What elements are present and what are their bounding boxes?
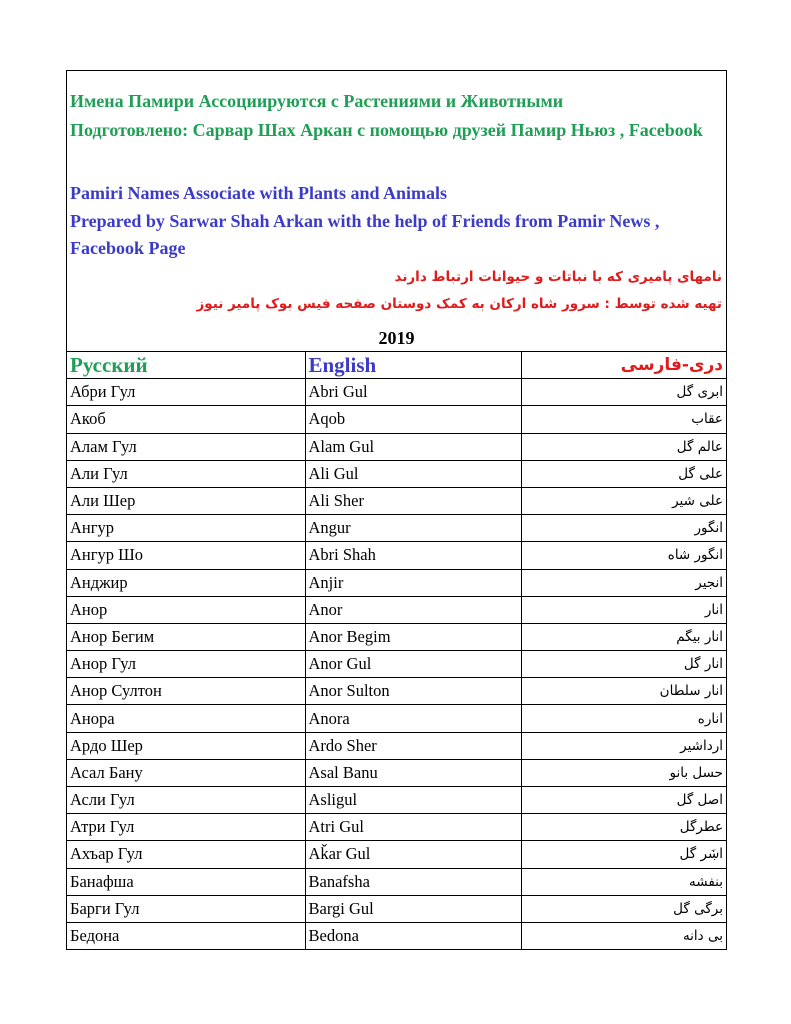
cell-persian: عالم گل — [521, 433, 726, 460]
cell-english: Anor — [305, 596, 521, 623]
cell-persian: برگی گل — [521, 895, 726, 922]
column-header-persian: دری-فارسی — [521, 352, 726, 379]
cell-english: Aǩar Gul — [305, 841, 521, 868]
table-row — [67, 651, 726, 678]
russian-credits: Подготовлено: Сарвар Шах Аркан с помощью друзей Памир Ньюз , Facebook — [70, 120, 703, 140]
cell-english: Asal Banu — [305, 759, 521, 786]
table-row — [67, 460, 726, 487]
names-table — [67, 352, 726, 949]
cell-persian: انار سلطان — [521, 678, 726, 705]
table-row — [67, 895, 726, 922]
cell-russian: Ангур Шо — [67, 542, 305, 569]
cell-persian: ارداشیر — [521, 732, 726, 759]
cell-english: Asligul — [305, 787, 521, 814]
cell-russian: Али Шер — [67, 487, 305, 514]
cell-russian: Атри Гул — [67, 814, 305, 841]
cell-persian: بنفشه — [521, 868, 726, 895]
cell-english: Ali Sher — [305, 487, 521, 514]
cell-english: Anjir — [305, 569, 521, 596]
cell-english: Bargi Gul — [305, 895, 521, 922]
table-row — [67, 487, 726, 514]
cell-russian: Банафша — [67, 868, 305, 895]
cell-persian: عقاب — [521, 406, 726, 433]
cell-english: Abri Gul — [305, 379, 521, 406]
cell-russian: Анор Султон — [67, 678, 305, 705]
table-row — [67, 623, 726, 650]
cell-persian: علی گل — [521, 460, 726, 487]
cell-russian: Анор Гул — [67, 651, 305, 678]
cell-persian: علی شیر — [521, 487, 726, 514]
table-row — [67, 705, 726, 732]
cell-russian: Али Гул — [67, 460, 305, 487]
cell-english: Aqob — [305, 406, 521, 433]
cell-english: Bedona — [305, 922, 521, 949]
cell-russian: Абри Гул — [67, 379, 305, 406]
cell-english: Anor Gul — [305, 651, 521, 678]
table-row — [67, 406, 726, 433]
cell-russian: Барги Гул — [67, 895, 305, 922]
persian-credits: تهیه شده توسط : سرور شاه ارکان به کمک دوستان صفحه فیس بوک پامیر نیوز — [196, 296, 722, 312]
persian-title: نامهای پامیری که با نباتات و حیوانات ارتباط دارند — [394, 269, 722, 285]
cell-english: Ardo Sher — [305, 732, 521, 759]
cell-russian: Анора — [67, 705, 305, 732]
cell-english: Angur — [305, 515, 521, 542]
cell-russian: Ахъар Гул — [67, 841, 305, 868]
cell-russian: Ардо Шер — [67, 732, 305, 759]
cell-persian: انجیر — [521, 569, 726, 596]
cell-english: Anor Begim — [305, 623, 521, 650]
table-row — [67, 596, 726, 623]
cell-russian: Анор — [67, 596, 305, 623]
table-row — [67, 759, 726, 786]
cell-english: Banafsha — [305, 868, 521, 895]
cell-persian: انار گل — [521, 651, 726, 678]
cell-english: Abri Shah — [305, 542, 521, 569]
table-row — [67, 732, 726, 759]
cell-persian: بی دانه — [521, 922, 726, 949]
table-row — [67, 542, 726, 569]
cell-russian: Ангур — [67, 515, 305, 542]
column-header-english: English — [305, 352, 521, 379]
cell-persian: انار — [521, 596, 726, 623]
table-row — [67, 515, 726, 542]
cell-persian: اناره — [521, 705, 726, 732]
table-row — [67, 841, 726, 868]
table-body — [67, 379, 726, 949]
cell-persian: حسل بانو — [521, 759, 726, 786]
year-label: 2019 — [378, 328, 415, 348]
table-row — [67, 814, 726, 841]
document-frame — [66, 70, 727, 950]
cell-russian: Алам Гул — [67, 433, 305, 460]
cell-russian: Асал Бану — [67, 759, 305, 786]
cell-persian: انگور شاه — [521, 542, 726, 569]
table-row — [67, 922, 726, 949]
table-row — [67, 678, 726, 705]
cell-english: Alam Gul — [305, 433, 521, 460]
cell-persian: اښَر گل — [521, 841, 726, 868]
table-row — [67, 379, 726, 406]
cell-persian: ابری گل — [521, 379, 726, 406]
table-row — [67, 868, 726, 895]
column-header-russian: Русский — [67, 352, 305, 379]
cell-english: Atri Gul — [305, 814, 521, 841]
document-header — [67, 71, 726, 352]
table-header-row — [67, 352, 726, 379]
cell-persian: انار بیگم — [521, 623, 726, 650]
cell-russian: Анор Бегим — [67, 623, 305, 650]
table-row — [67, 787, 726, 814]
cell-english: Anora — [305, 705, 521, 732]
english-title: Pamiri Names Associate with Plants and Animals — [70, 183, 448, 203]
english-credits: Prepared by Sarwar Shah Arkan with the help of Friends from Pamir News , Facebook Page — [70, 211, 660, 258]
cell-russian: Акоб — [67, 406, 305, 433]
cell-russian: Анджир — [67, 569, 305, 596]
cell-english: Ali Gul — [305, 460, 521, 487]
cell-persian: عطرگل — [521, 814, 726, 841]
table-row — [67, 569, 726, 596]
table-row — [67, 433, 726, 460]
russian-title: Имена Памири Ассоциируются с Растениями и Животными — [70, 91, 564, 111]
cell-english: Anor Sulton — [305, 678, 521, 705]
cell-persian: اصل گل — [521, 787, 726, 814]
cell-russian: Асли Гул — [67, 787, 305, 814]
cell-russian: Бедона — [67, 922, 305, 949]
cell-persian: انگور — [521, 515, 726, 542]
